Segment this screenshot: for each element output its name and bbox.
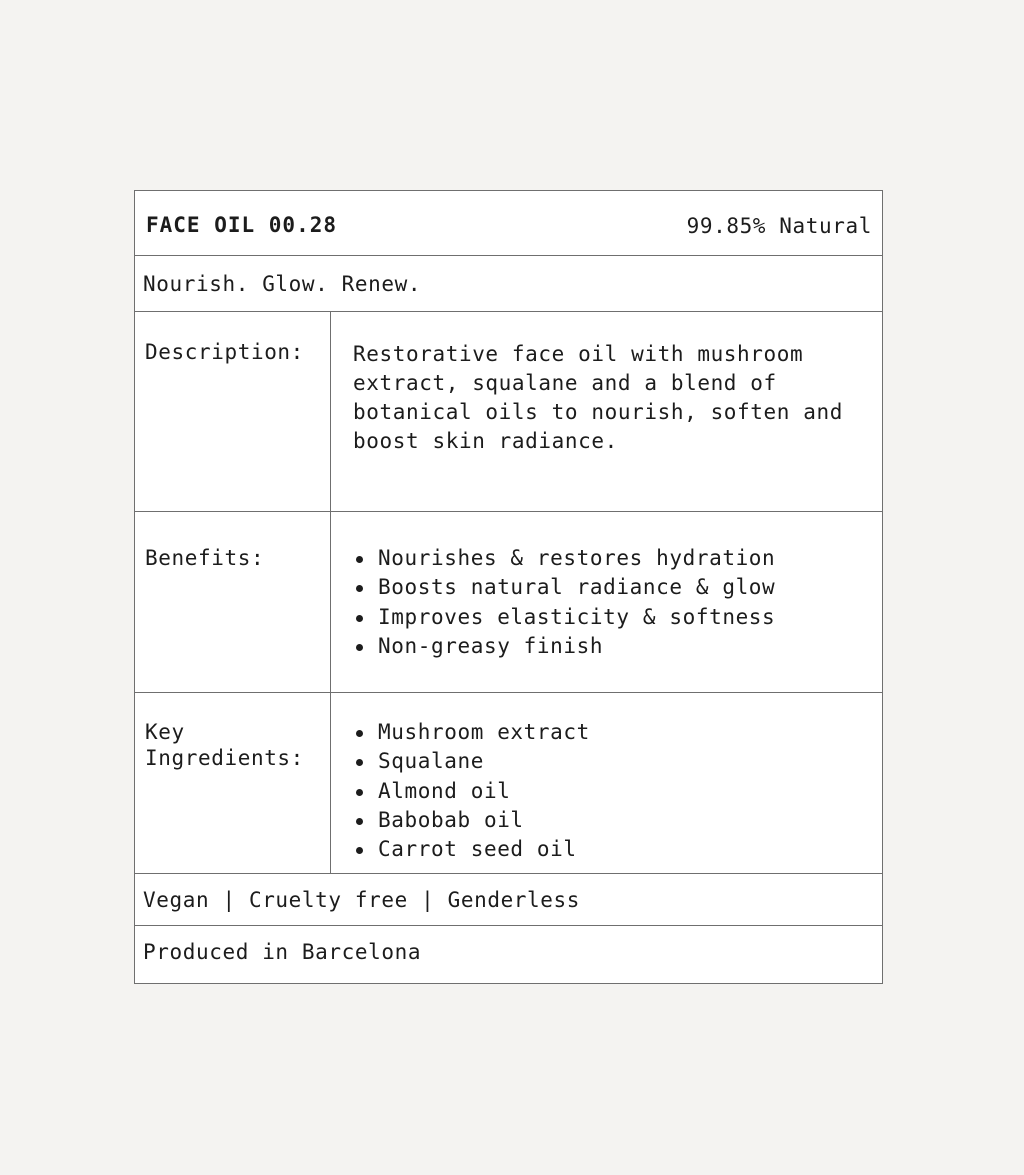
- bullet-icon: [356, 644, 363, 651]
- benefits-row: [135, 512, 882, 693]
- natural-percent: 99.85% Natural: [686, 214, 872, 238]
- list-item: Squalane: [353, 747, 870, 776]
- header-row: [135, 191, 882, 256]
- product-name: FACE OIL 00.28: [146, 213, 338, 237]
- bullet-icon: [356, 847, 363, 854]
- list-item: Non-greasy finish: [353, 632, 870, 661]
- bullet-icon: [356, 730, 363, 737]
- list-item: Carrot seed oil: [353, 835, 870, 864]
- tagline-row: [135, 256, 882, 312]
- benefits-list: [353, 544, 870, 661]
- ingredients-label: Key Ingredients:: [145, 720, 304, 770]
- bullet-icon: [356, 818, 363, 825]
- column-divider: [330, 693, 331, 873]
- list-item: Mushroom extract: [353, 718, 870, 747]
- description-row: [135, 312, 882, 512]
- tagline: Nourish. Glow. Renew.: [143, 272, 422, 296]
- bullet-icon: [356, 585, 363, 592]
- product-label-card: [134, 190, 883, 984]
- bullet-icon: [356, 789, 363, 796]
- ingredients-list: [353, 718, 870, 864]
- bullet-icon: [356, 556, 363, 563]
- list-item: Boosts natural radiance & glow: [353, 573, 870, 602]
- description-label: Description:: [145, 340, 304, 364]
- origin-text: Produced in Barcelona: [143, 940, 422, 964]
- attributes-row: [135, 874, 882, 926]
- bullet-icon: [356, 615, 363, 622]
- list-item: Babobab oil: [353, 806, 870, 835]
- attributes-text: Vegan | Cruelty free | Genderless: [143, 888, 581, 912]
- bullet-icon: [356, 759, 363, 766]
- benefits-label: Benefits:: [145, 546, 265, 570]
- description-text: Restorative face oil with mushroom extract, squalane and a blend of botanical oils to nourish, soften and boost skin radiance.: [353, 342, 843, 453]
- column-divider: [330, 312, 331, 511]
- list-item: Improves elasticity & softness: [353, 603, 870, 632]
- column-divider: [330, 512, 331, 692]
- origin-row: [135, 926, 882, 984]
- list-item: Almond oil: [353, 777, 870, 806]
- ingredients-row: [135, 693, 882, 874]
- list-item: Nourishes & restores hydration: [353, 544, 870, 573]
